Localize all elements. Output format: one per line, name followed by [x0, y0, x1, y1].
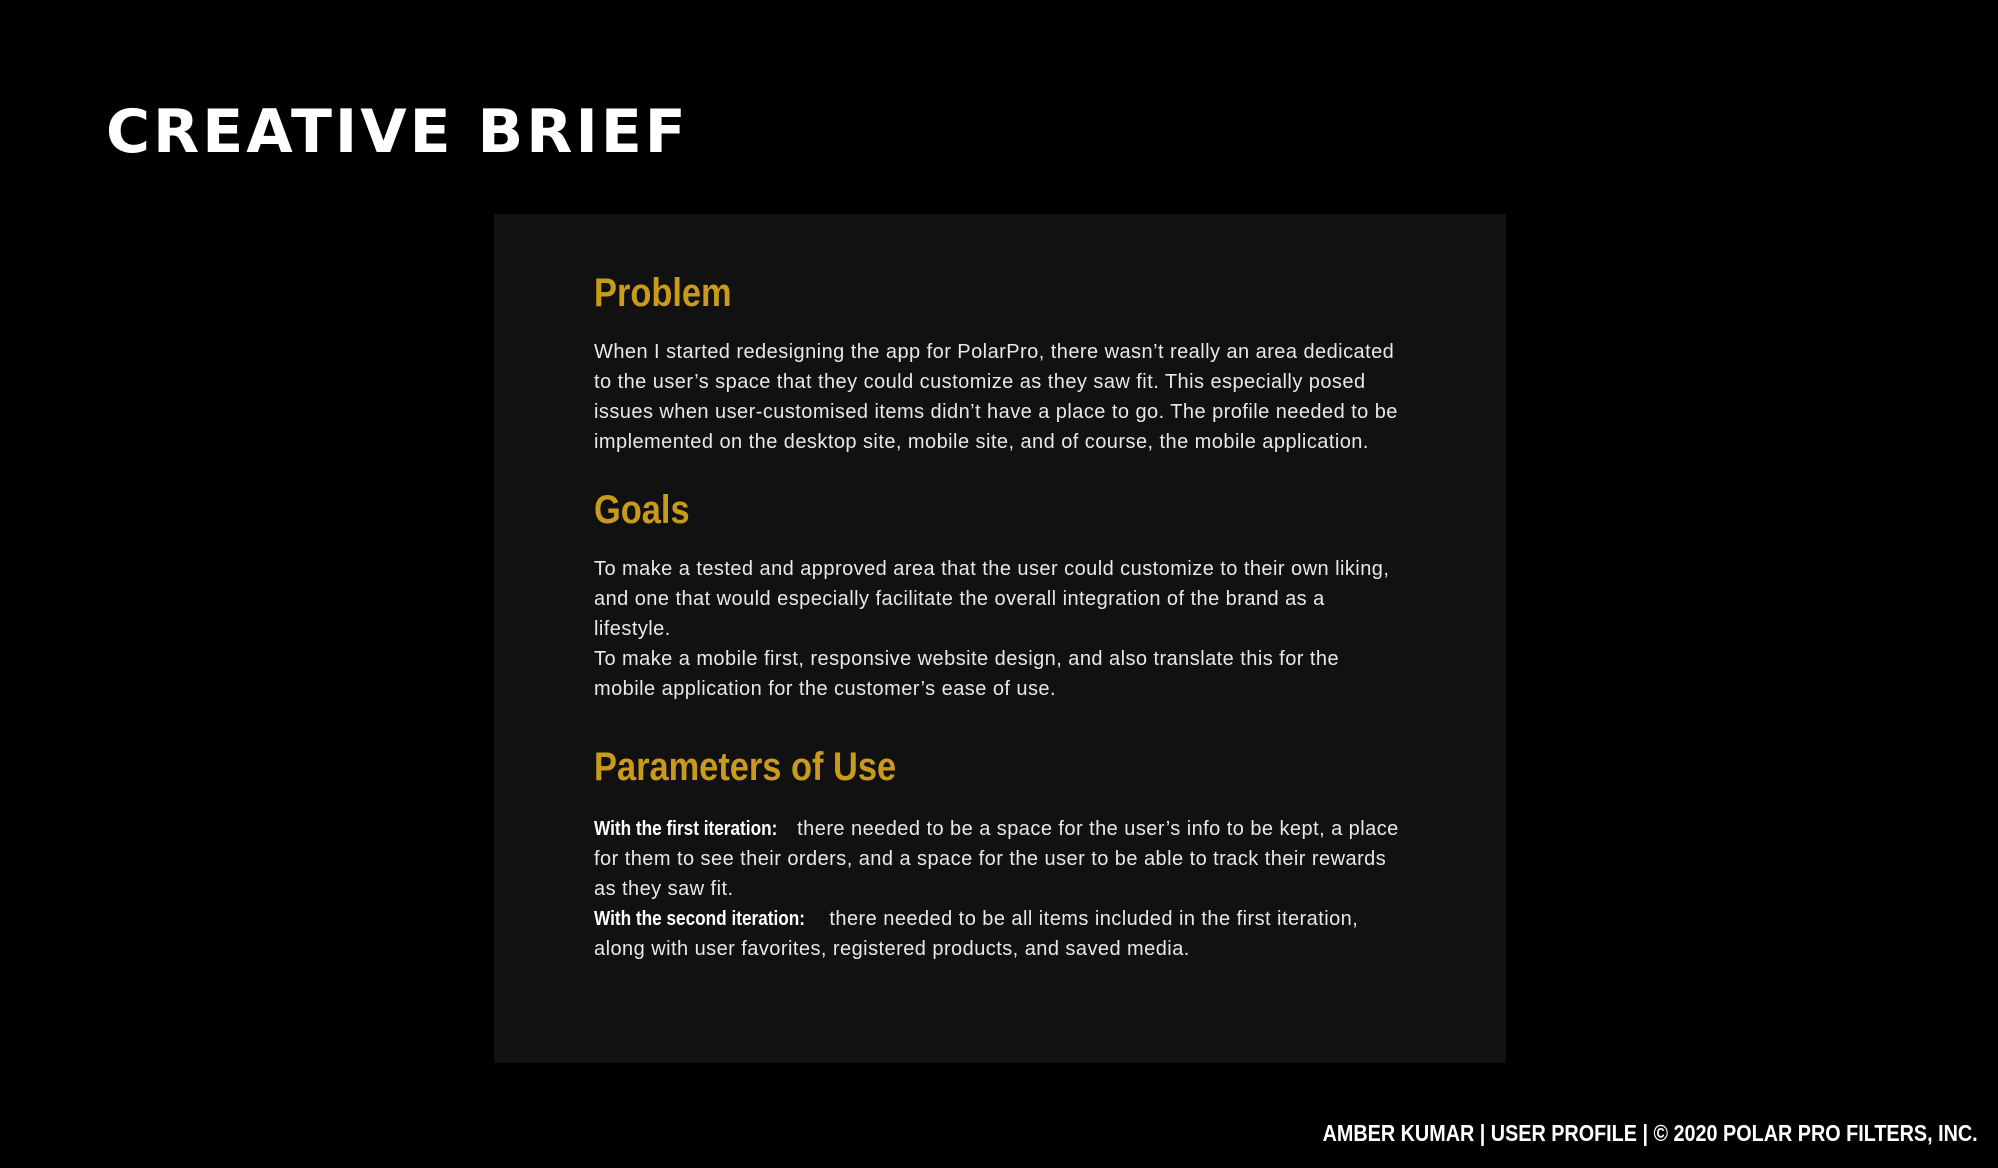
parameters-item-text: there needed to be a space for the user’s info to be kept, a place for them to see their orders, and a space for the user to be able to track their rewards as they saw fit. [594, 818, 1399, 900]
problem-body [594, 337, 1406, 457]
parameters-section [594, 738, 1406, 964]
parameters-item-lead: With the first iteration: [594, 818, 778, 840]
problem-paragraph: When I started redesigning the app for PolarPro, there wasn’t really an area dedicated to the user’s space that they could customize as they saw fit. This especially posed issues when user-customised items didn’t have a place to go. The profile needed to be implemented on the desktop site, mobile site, and of course, the mobile application. [594, 341, 1398, 453]
page-title: CREATIVE BRIEF [106, 97, 689, 167]
parameters-item-lead: With the second iteration: [594, 908, 806, 930]
parameters-heading: Parameters of Use [594, 745, 897, 789]
goals-paragraph-2: To make a mobile first, responsive website design, and also translate this for the mobile application for the customer’s ease of use. [594, 648, 1340, 700]
problem-heading: Problem [594, 271, 732, 315]
parameters-body [594, 814, 1406, 964]
creative-brief-panel [494, 214, 1506, 1063]
goals-heading: Goals [594, 488, 690, 532]
parameters-item-text: there needed to be all items included in the first iteration, along with user favorites, registered products, and saved media. [594, 908, 1359, 960]
footer-credit: AMBER KUMAR | USER PROFILE | © 2020 POLAR PRO FILTERS, INC. [1322, 1120, 1978, 1146]
goals-section [594, 481, 1406, 704]
parameters-item-second-iteration [594, 904, 1406, 964]
goals-paragraph-1: To make a tested and approved area that the user could customize to their own liking, and one that would especially facilitate the overall integration of the brand as a lifestyle. [594, 558, 1390, 640]
goals-body [594, 554, 1406, 704]
problem-section [594, 264, 1406, 457]
parameters-item-first-iteration [594, 814, 1406, 904]
